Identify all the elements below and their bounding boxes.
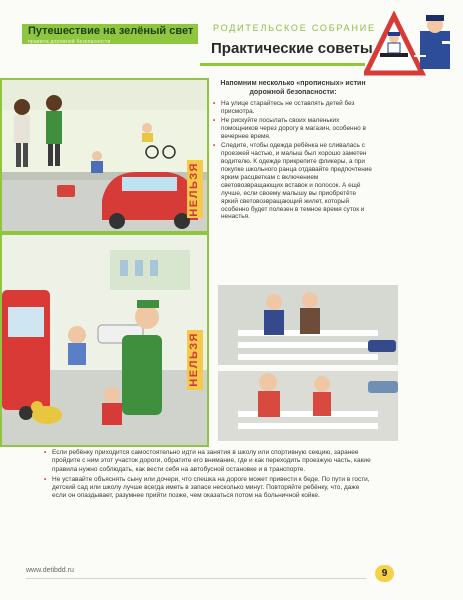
footer-divider: [26, 578, 366, 579]
forbidden-label-top: НЕЛЬЗЯ: [188, 162, 200, 217]
bottom-advice-item: • Если ребёнку приходится самостоятельно идти на занятия в школу или спортивную секцию, заранее пройдите с ним этот участок дороги, обратите его внимание, где и как переходить проезжую часть, какие правила нужно соблюдать, как вести себя на автобусной остановке и в транспорте.: [42, 449, 372, 474]
bottom-advice-item: • Не уставайте объяснять сыну или дочери, что спешка на дороге может привести к беде. По пути в гости, детский сад или школу лучше всегда иметь в запасе несколько минут. Повторяйте ребёнку, что, даже если он опаздывает, разумнее прийти позже, чем оказаться потом на больничной койке.: [42, 476, 372, 501]
footer-link[interactable]: www.detibdd.ru: [26, 567, 74, 574]
bottom-advice-list: [42, 449, 372, 501]
page-title: Практические советы: [211, 40, 373, 57]
title-underline: [200, 63, 365, 66]
crossing-sign-icon: [364, 11, 454, 86]
advice-list: [213, 100, 373, 221]
magazine-title: Путешествие на зелёный свет: [28, 25, 194, 37]
forbidden-label-bottom: НЕЛЬЗЯ: [188, 332, 200, 387]
illustration-crossing-top: [218, 280, 398, 370]
advice-lead: Напомним несколько «прописных» истин дорожной безопасности:: [220, 80, 366, 96]
bottom-advice-block: [42, 449, 372, 503]
illustration-top-left: [0, 78, 209, 233]
section-label: РОДИТЕЛЬСКОЕ СОБРАНИЕ: [213, 23, 376, 33]
advice-item: • Не рискуйте посылать своих маленьких помощников через дорогу в магазин, особенно в вечернее время.: [213, 117, 373, 141]
advice-block: [213, 80, 373, 222]
magazine-subtitle: правила дорожной безопасности: [28, 39, 111, 45]
page-number: 9: [375, 565, 394, 582]
advice-item: • Следите, чтобы одежда ребёнка не сливалась с проезжей частью, и малыш был хорошо заметен водителю. К одежде прикрепите фликеры, а при покупке школьного ранца отдавайте предпочтение ярким расцветкам с включением световозвращающих вставок и полосок. А ещё лучше, если своему малышу вы приобретёте яркий световозвращающий жилет, который особенно будет полезен в темное время суток и ненастья.: [213, 142, 373, 221]
advice-item: • На улице старайтесь не оставлять детей без присмотра.: [213, 100, 373, 116]
illustration-bottom-left: [0, 233, 209, 447]
illustration-crossing-bottom: [218, 366, 398, 446]
